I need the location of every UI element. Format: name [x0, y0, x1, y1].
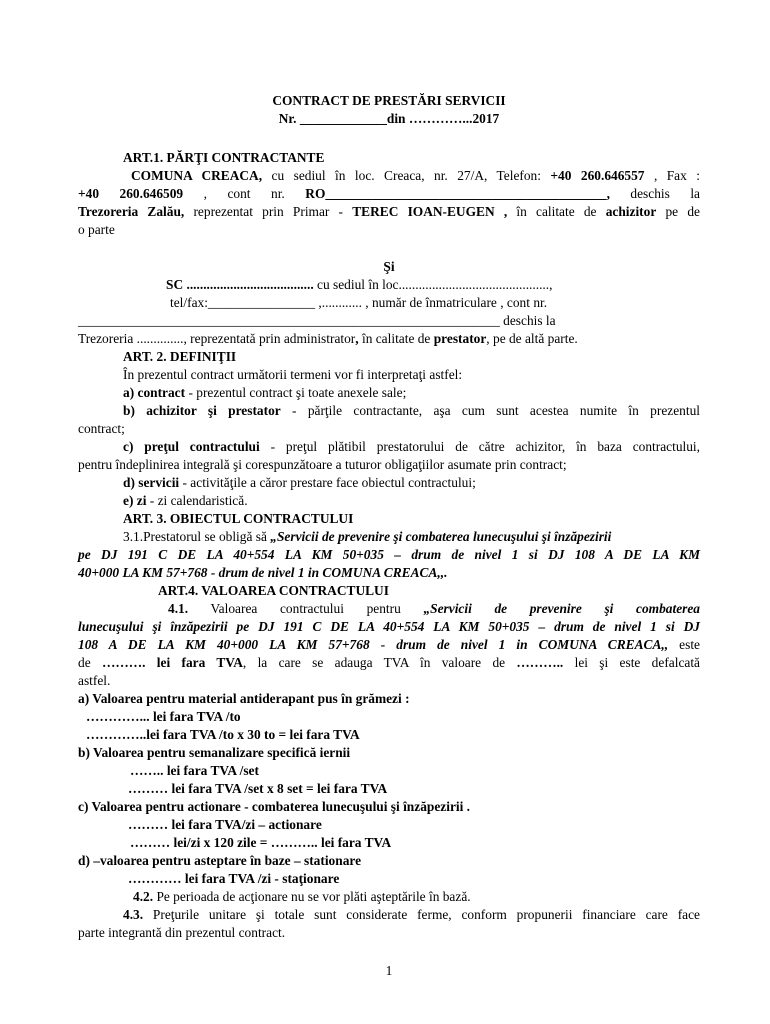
phone-number: +40 260.646557	[550, 168, 645, 183]
art4-line-4	[78, 654, 700, 672]
sc-text: , pe de altă parte.	[486, 331, 578, 346]
art4-heading: ART.4. VALOAREA CONTRACTULUI	[158, 583, 389, 598]
vat-placeholder: ………..	[516, 655, 564, 670]
treasury-name: Trezoreria Zalău,	[78, 204, 185, 219]
document-page	[78, 0, 700, 1024]
service-name: „Servicii de prevenire şi combaterea lunecuşului şi înzăpezirii	[270, 529, 612, 544]
art4-line-3	[78, 636, 700, 654]
clause-text: Preţurile unitare şi totale sunt considerate ferme, conform propunerii financiare care face	[143, 907, 700, 922]
art4-text: , la care se adauga TVA în valoare de	[242, 655, 517, 670]
art1-text: deschis la	[609, 186, 700, 201]
art1-heading: ART.1. PĂRŢI CONTRACTANTE	[123, 150, 325, 165]
clause-number: 4.3.	[123, 907, 144, 922]
clause-text: Pe perioada de acţionare nu se vor plăti aşteptările în bază.	[153, 889, 471, 904]
clause-number: 4.2.	[133, 889, 154, 904]
term: b) achizitor şi prestator	[123, 403, 281, 418]
value-b-row-2: ……… lei fara TVA /set x 8 set = lei fara TVA	[128, 781, 388, 796]
sc-line-2: tel/fax:________________ ,............ , număr de înmatriculare , cont nr.	[170, 295, 548, 310]
art4-text: Valoarea contractului pentru	[188, 601, 424, 616]
value-c-row-1: ……… lei fara TVA/zi – actionare	[128, 817, 322, 832]
definition-b	[123, 402, 700, 420]
contract-date: …………...2017	[408, 111, 500, 126]
art3-line-3: 40+000 LA KM 57+768 - drum de nivel 1 in COMUNA CREACA,,.	[78, 565, 448, 580]
term: e) zi	[123, 493, 147, 508]
art1-text: , cont nr.	[183, 186, 306, 201]
sc-text: Trezoreria .............., reprezentată prin administrator	[78, 331, 356, 346]
art1-line-1	[131, 167, 700, 185]
art3-line-1	[123, 528, 611, 546]
sc-line-4	[78, 330, 578, 348]
page-number: 1	[385, 963, 393, 978]
number-mid: din	[386, 111, 409, 126]
definition-a	[123, 384, 406, 402]
party-name-creaca: COMUNA CREACA,	[131, 168, 263, 183]
value-d-row-1: ………… lei fara TVA /zi - staţionare	[128, 871, 340, 886]
definition-text: - zi calendaristică.	[146, 493, 248, 508]
value-a-row-2: …………..lei fara TVA /to x 30 to = lei fara TVA	[86, 727, 360, 742]
sc-text: ,	[355, 331, 359, 346]
term: c) preţul contractului	[123, 439, 260, 454]
art1-text: reprezentat prin Primar -	[184, 204, 353, 219]
clause-number: 4.1.	[168, 601, 189, 616]
art1-text: , Fax :	[644, 168, 700, 183]
role-prestator: prestator	[433, 331, 487, 346]
role-achizitor: achizitor	[605, 204, 657, 219]
art1-line-4: o parte	[78, 222, 115, 237]
amount-placeholder: ………. lei fara TVA	[101, 655, 243, 670]
art3-text: 3.1.Prestatorul se obligă să	[123, 529, 271, 544]
sc-line-3: _______________________________________________________________ deschis la	[78, 313, 556, 328]
clause-4-3-cont: parte integrantă din prezentul contract.	[78, 925, 286, 940]
value-b-heading: b) Valoarea pentru semanalizare specifică iernii	[78, 745, 351, 760]
art1-text: cu sediul în loc. Creaca, nr. 27/A, Telefon:	[262, 168, 551, 183]
art1-text: pe de	[656, 204, 700, 219]
term: d) servicii	[123, 475, 180, 490]
art4-line-1	[168, 600, 700, 618]
value-c-heading: c) Valoarea pentru actionare - combaterea lunecuşului şi înzăpezirii .	[78, 799, 471, 814]
number-prefix: Nr.	[278, 111, 300, 126]
fax-number: +40 260.646509	[78, 186, 184, 201]
contract-number-line	[78, 110, 700, 128]
and-separator: Şi	[383, 259, 395, 274]
service-name: 108 A DE LA KM 40+000 LA KM 57+768 - drum de nivel 1 in COMUNA CREACA,,	[78, 637, 669, 652]
art1-line-3	[78, 203, 700, 221]
value-c-row-2: ……… lei/zi x 120 zile = ……….. lei fara TVA	[130, 835, 392, 850]
clause-4-3	[123, 906, 700, 924]
art4-text: de	[78, 655, 102, 670]
service-name: „Servicii de prevenire şi combaterea	[423, 601, 700, 616]
value-b-row-1: …….. lei fara TVA /set	[130, 763, 259, 778]
definition-c	[123, 438, 700, 456]
definition-text: - preţul plătibil prestatorului de către achizitor, în baza contractului,	[259, 439, 700, 454]
sc-name: SC ......................................	[166, 277, 314, 292]
art4-text: este	[668, 637, 700, 652]
art3-line-2: pe DJ 191 C DE LA 40+554 LA KM 50+035 – drum de nivel 1 si DJ 108 A DE LA KM	[78, 547, 700, 562]
clause-4-2	[133, 888, 471, 906]
art4-line-5: astfel.	[78, 673, 111, 688]
definition-d	[123, 474, 476, 492]
number-blank: _____________	[299, 111, 387, 126]
art3-heading: ART. 3. OBIECTUL CONTRACTULUI	[123, 511, 354, 526]
definition-b-cont: contract;	[78, 421, 125, 436]
value-a-heading: a) Valoarea pentru material antiderapant pus în grămezi :	[78, 691, 410, 706]
art4-text: lei şi este defalcată	[563, 655, 700, 670]
value-a-row-1: …………... lei fara TVA /to	[86, 709, 241, 724]
sc-address: cu sediul în loc.............................................,	[313, 277, 553, 292]
definition-c-cont: pentru îndeplinirea integrală şi corespunzătoare a tuturor obligaţiilor asumate prin contract;	[78, 457, 567, 472]
art1-text: în calitate de	[507, 204, 606, 219]
contract-title: CONTRACT DE PRESTĂRI SERVICII	[272, 93, 506, 108]
art2-heading: ART. 2. DEFINIŢII	[123, 349, 237, 364]
sc-line-1	[166, 276, 552, 294]
art2-intro: În prezentul contract următorii termeni vor fi interpretaţi astfel:	[123, 367, 463, 382]
definition-e	[123, 492, 248, 510]
art4-line-2: lunecuşului şi înzăpezirii pe DJ 191 C DE LA 40+554 LA KM 50+035 – drum de nivel 1 si DJ	[78, 619, 700, 634]
art1-line-2	[78, 185, 700, 203]
definition-text: - activităţile a căror prestare face obiectul contractului;	[179, 475, 476, 490]
sc-text: în calitate de	[358, 331, 434, 346]
term: a) contract	[123, 385, 186, 400]
account-number: RO__________________________________________,	[305, 186, 610, 201]
definition-text: - părţile contractante, aşa cum sunt acestea numite în prezentul	[280, 403, 700, 418]
value-d-heading: d) –valoarea pentru asteptare în baze – stationare	[78, 853, 362, 868]
mayor-name: TEREC IOAN-EUGEN ,	[352, 204, 508, 219]
definition-text: - prezentul contract şi toate anexele sale;	[185, 385, 407, 400]
